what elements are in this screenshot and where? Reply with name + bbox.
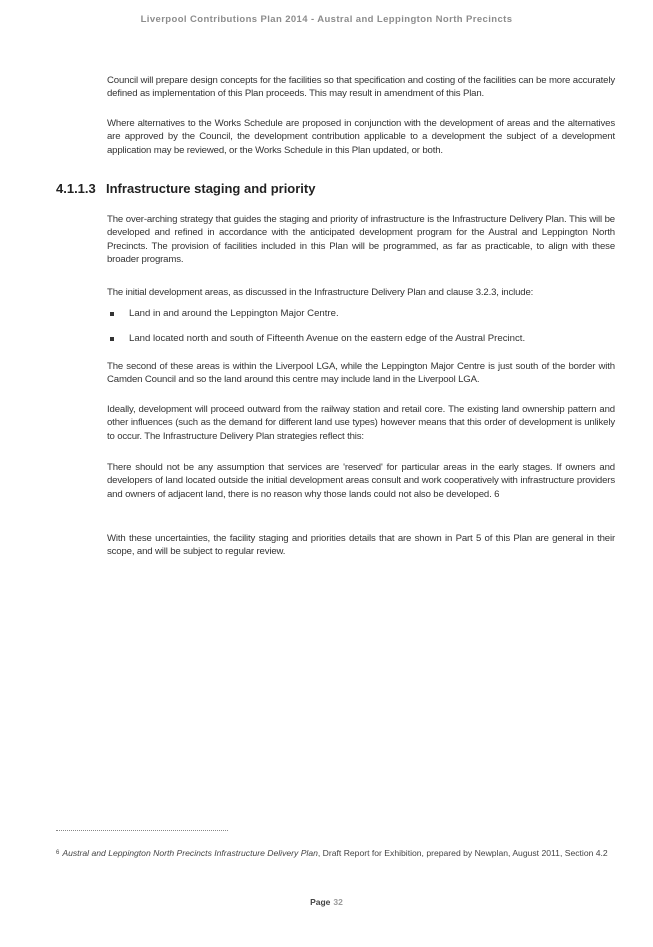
footnote — [56, 847, 615, 860]
intro-paragraph-2 — [107, 117, 615, 157]
running-header: Liverpool Contributions Plan 2014 - Austral and Leppington North Precincts — [140, 14, 513, 25]
body-paragraph-1-text: The over-arching strategy that guides the staging and priority of infrastructure is the Infrastructure Delivery Plan. This will be developed and refined in accordance with the anticipated development program for the Austral and Leppington North Precincts. The provision of facilities included in this Plan will be programmed, as far as practicable, to align with these broader programs. — [107, 214, 615, 266]
section-title: Infrastructure staging and priority — [106, 181, 316, 196]
intro-paragraph-2-text: Where alternatives to the Works Schedule are proposed in conjunction with the development of areas and the alternatives are approved by the Council, the development contribution applicable to a development the subject of a development application may be reviewed, or the Works Schedule in this Plan updated, or both. — [107, 118, 615, 156]
page-label: Page — [310, 897, 331, 907]
list-item-text: Land in and around the Leppington Major Centre. — [129, 308, 339, 319]
body-paragraph-3-text: The second of these areas is within the Liverpool LGA, while the Leppington Major Centre is just south of the border with Camden Council and so the land around this centre may include land in the Liverpool LGA. — [107, 361, 615, 386]
body-paragraph-3 — [107, 360, 615, 387]
footnote-divider — [56, 830, 228, 831]
footnote-marker: 6 — [56, 850, 60, 856]
body-paragraph-5 — [107, 461, 615, 501]
list-item-text: Land located north and south of Fifteenth Avenue on the eastern edge of the Austral Precinct. — [129, 333, 526, 344]
bullet-icon — [110, 312, 114, 316]
intro-paragraph-1-text: Council will prepare design concepts for the facilities so that specification and costing of the facilities can be more accurately defined as implementation of this Plan proceeds. This may result in amendment of this Plan. — [107, 75, 615, 100]
body-paragraph-6-text: With these uncertainties, the facility staging and priorities details that are shown in Part 5 of this Plan are general in their scope, and will be subject to regular review. — [107, 533, 615, 558]
page-footer — [0, 897, 653, 907]
initial-areas-list-cont — [107, 332, 615, 345]
body-paragraph-2 — [107, 286, 615, 299]
bullet-icon — [110, 337, 114, 341]
body-paragraph-6 — [107, 532, 615, 559]
footnote-title: Austral and Leppington North Precincts Infrastructure Delivery Plan — [62, 848, 318, 858]
page-number: 32 — [333, 897, 343, 907]
list-item — [107, 307, 615, 320]
list-item — [107, 332, 615, 345]
body-paragraph-1 — [107, 213, 615, 267]
footnote-text: , Draft Report for Exhibition, prepared by Newplan, August 2011, Section 4.2 — [317, 848, 608, 858]
section-number: 4.1.1.3 — [56, 181, 96, 196]
intro-paragraph-1 — [107, 74, 615, 101]
body-paragraph-5-text: There should not be any assumption that services are 'reserved' for particular areas in the early stages. If owners and developers of land located outside the initial development areas consult and work cooperatively with infrastructure providers and owners of adjacent land, there is no reason why those lands could not also be developed. 6 — [107, 462, 615, 500]
section-heading — [56, 181, 315, 196]
body-paragraph-4-text: Ideally, development will proceed outward from the railway station and retail core. The existing land ownership pattern and other influences (such as the demand for different land use types) however means that this order of development is unlikely to occur. The Infrastructure Delivery Plan strategies reflect this: — [107, 404, 615, 442]
initial-areas-list — [107, 307, 615, 320]
body-paragraph-2-text: The initial development areas, as discussed in the Infrastructure Delivery Plan and clause 3.2.3, include: — [107, 287, 534, 298]
body-paragraph-4 — [107, 403, 615, 443]
